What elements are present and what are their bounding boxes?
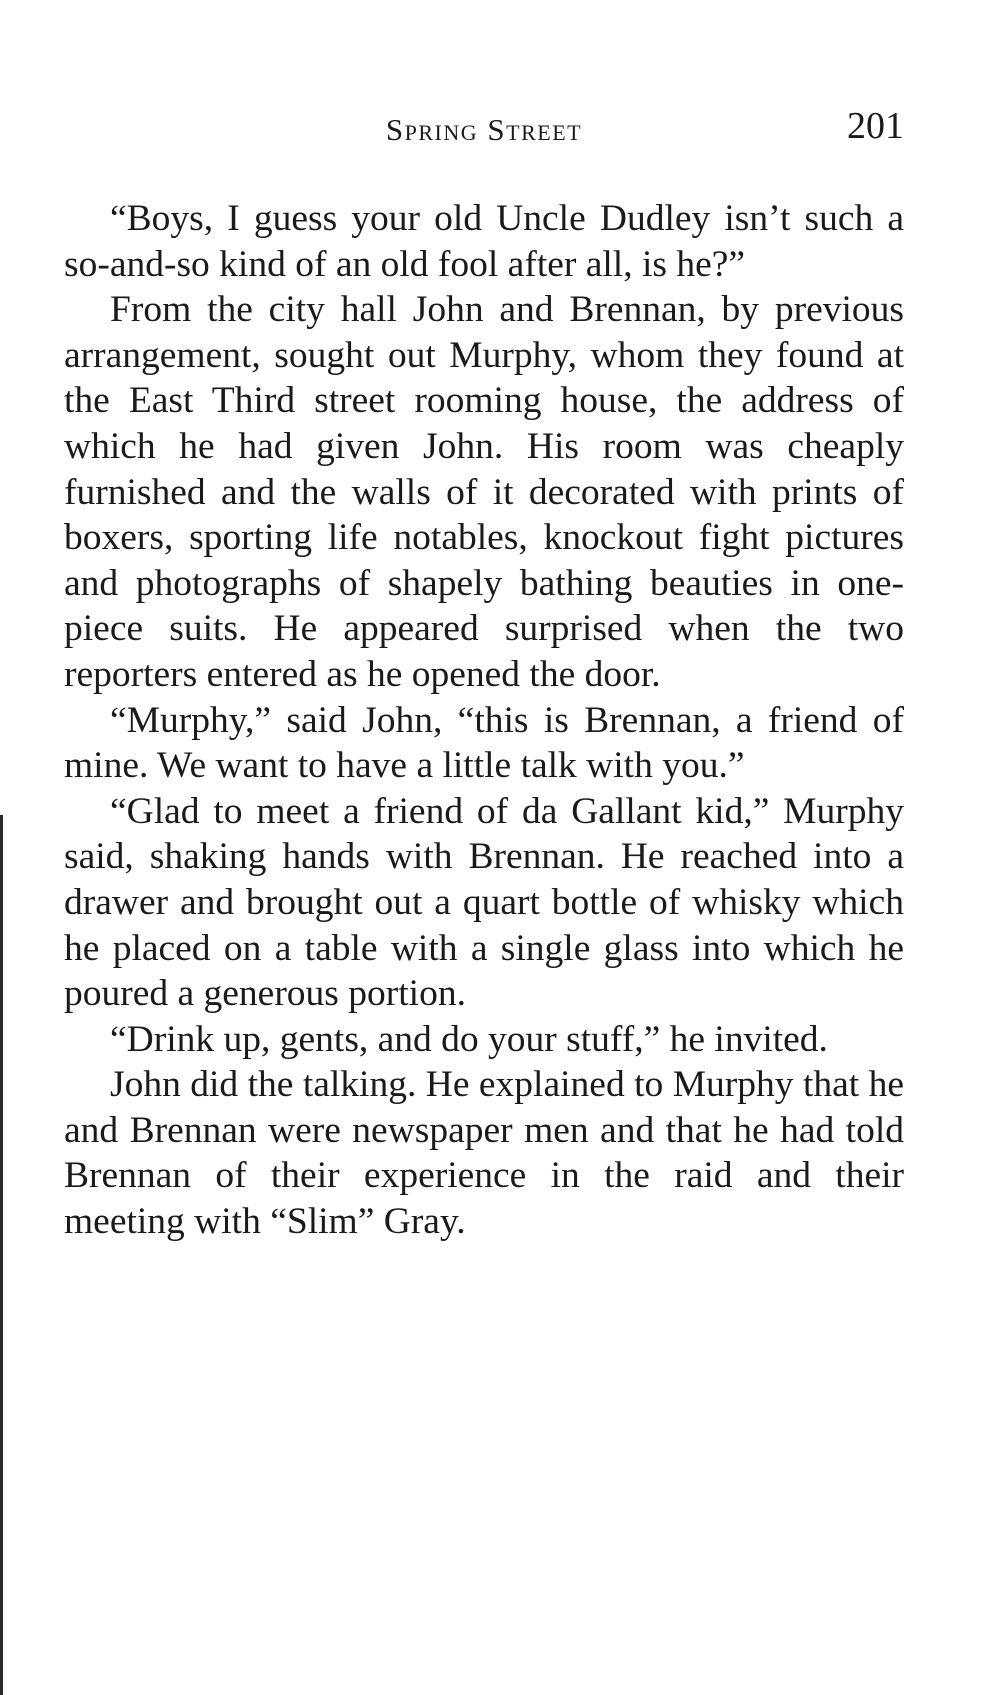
paragraph: “Drink up, gents, and do your stuff,” he invited. [110, 1018, 828, 1060]
page-number: 201 [847, 105, 904, 147]
paragraph: “Murphy,” said John, “this is Brennan, a friend of mine. We want to have a little talk with you.” [64, 699, 904, 787]
paragraph: “Glad to meet a friend of da Gallant kid,” Murphy said, shaking hands with Brennan. He reached into a drawer and brought out a quart bottle of whisky which he placed on a table with a single glass into which he poured a generous portion. [64, 790, 904, 1015]
body-text [64, 196, 904, 1245]
page-binding-edge [0, 815, 3, 1695]
running-head-title: Spring Street [385, 112, 583, 147]
paragraph: John did the talking. He explained to Murphy that he and Brennan were newspaper men and that he had told Brennan of their experience in the raid and their meeting with “Slim” Gray. [64, 1064, 904, 1243]
running-head [64, 104, 904, 154]
paragraph: From the city hall John and Brennan, by previous arrangement, sought out Murphy, whom they found at the East Third street rooming house, the address of which he had given John. His room was cheaply furnished and the walls of it decorated with prints of boxers, sporting life notables, knockout fight pictures and photographs of shapely bathing beauties in one-piece suits. He appeared surprised when the two reporters entered as he opened the door. [64, 289, 904, 695]
paragraph: “Boys, I guess your old Uncle Dudley isn’t such a so-and-so kind of an old fool after all, is he?” [64, 198, 904, 285]
